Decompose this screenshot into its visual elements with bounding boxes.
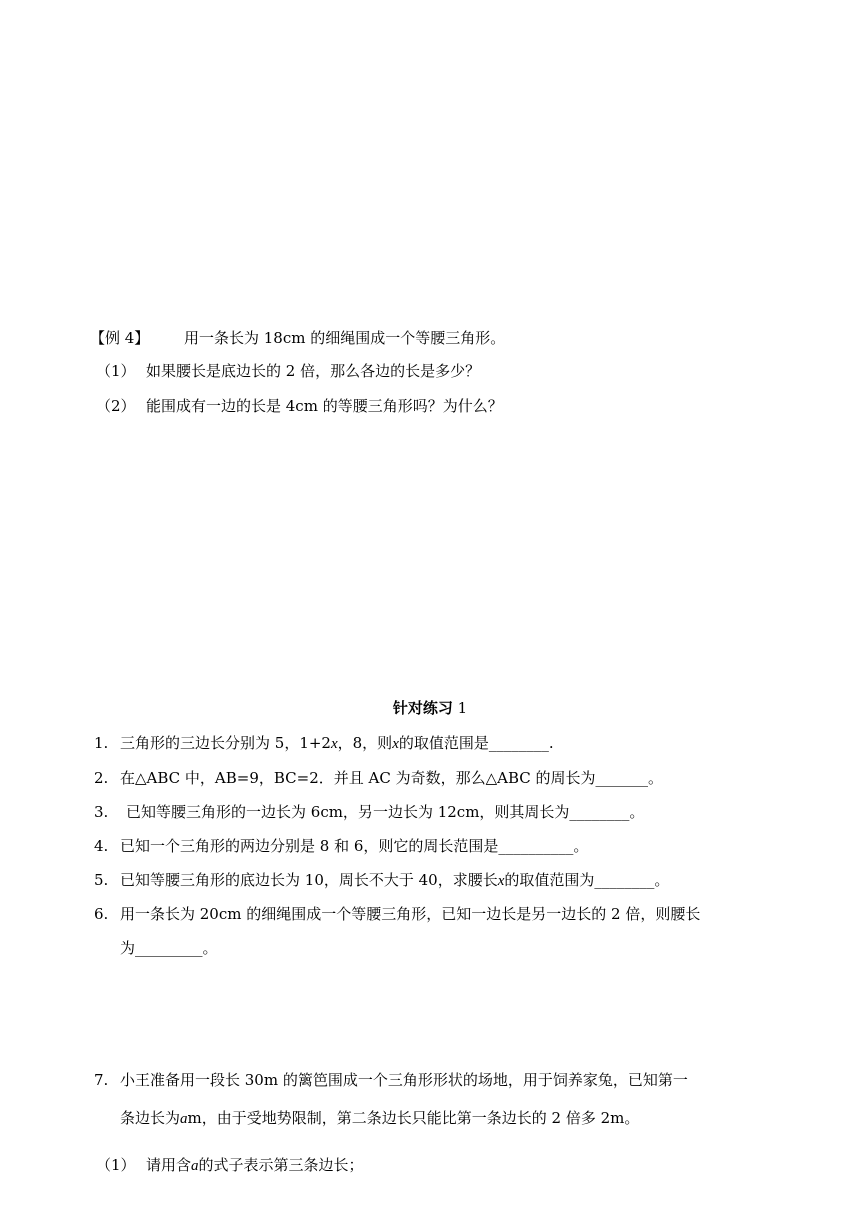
item-text-line1: 用一条长为 20cm 的细绳围成一个等腰三角形，已知一边长是另一边长的 2 倍，则腰长 — [120, 905, 701, 923]
variable-x: x — [497, 873, 505, 889]
item-number: 3. — [94, 803, 109, 821]
practice-title-text: 针对练习 — [392, 699, 453, 717]
practice-title-number: 1 — [457, 699, 468, 717]
item-text-part: 已知等腰三角形的底边长为 10，周长不大于 40，求腰长 — [120, 871, 498, 889]
item-text — [120, 870, 669, 891]
item-text-part: ，8，则 — [337, 734, 393, 752]
variable-a: a — [191, 1158, 199, 1174]
item-text: 在△ABC 中，AB=9，BC=2．并且 AC 为奇数，那么△ABC 的周长为_______。 — [120, 769, 664, 787]
example-stem: 用一条长为 18cm 的细绳围成一个等腰三角形。 — [184, 329, 506, 347]
item-text-part: 三角形的三边长分别为 5，1+2 — [120, 734, 331, 752]
item-text-line1: 小王准备用一段长 30m 的篱笆围成一个三角形形状的场地，用于饲养家兔，已知第一 — [120, 1071, 688, 1089]
item-number: 1. — [94, 734, 109, 752]
variable-x: x — [330, 736, 338, 752]
item-text-line2 — [120, 1108, 639, 1129]
item-number: 5. — [94, 871, 109, 889]
item-text: 已知等腰三角形的一边长为 6cm，另一边长为 12cm，则其周长为________。 — [126, 803, 645, 821]
variable-x: x — [392, 736, 399, 752]
sub-question-text — [146, 1155, 364, 1176]
example-q1-text: 如果腰长是底边长的 2 倍，那么各边的长是多少？ — [146, 362, 481, 380]
item-number: 4. — [94, 837, 109, 855]
example-q2-number: （2） — [96, 397, 136, 415]
item-text-part: 条边长为 — [120, 1109, 181, 1127]
sub-question-number: （1） — [96, 1156, 136, 1174]
item-text-line2: 为_________。 — [120, 939, 218, 957]
item-text: 已知一个三角形的两边分别是 8 和 6，则它的周长范围是__________。 — [120, 837, 589, 855]
item-number: 7. — [94, 1071, 109, 1089]
item-number: 2. — [94, 769, 109, 787]
example-q2-text: 能围成有一边的长是 4cm 的等腰三角形吗？为什么？ — [146, 397, 503, 415]
practice-title — [0, 698, 860, 718]
example-label: 【例 4】 — [90, 329, 150, 347]
example-q1-number: （1） — [96, 362, 136, 380]
item-text-part: m，由于受地势限制，第二条边长只能比第一条边长的 2 倍多 2m。 — [187, 1109, 640, 1127]
item-text — [120, 733, 554, 754]
item-number: 6. — [94, 905, 109, 923]
item-text-part: 的取值范围为________。 — [504, 871, 670, 889]
item-text-part: 请用含 — [146, 1156, 192, 1174]
variable-a: a — [180, 1111, 188, 1127]
item-text-part: 的式子表示第三条边长； — [198, 1156, 364, 1174]
item-text-part: 的取值范围是________. — [398, 734, 554, 752]
